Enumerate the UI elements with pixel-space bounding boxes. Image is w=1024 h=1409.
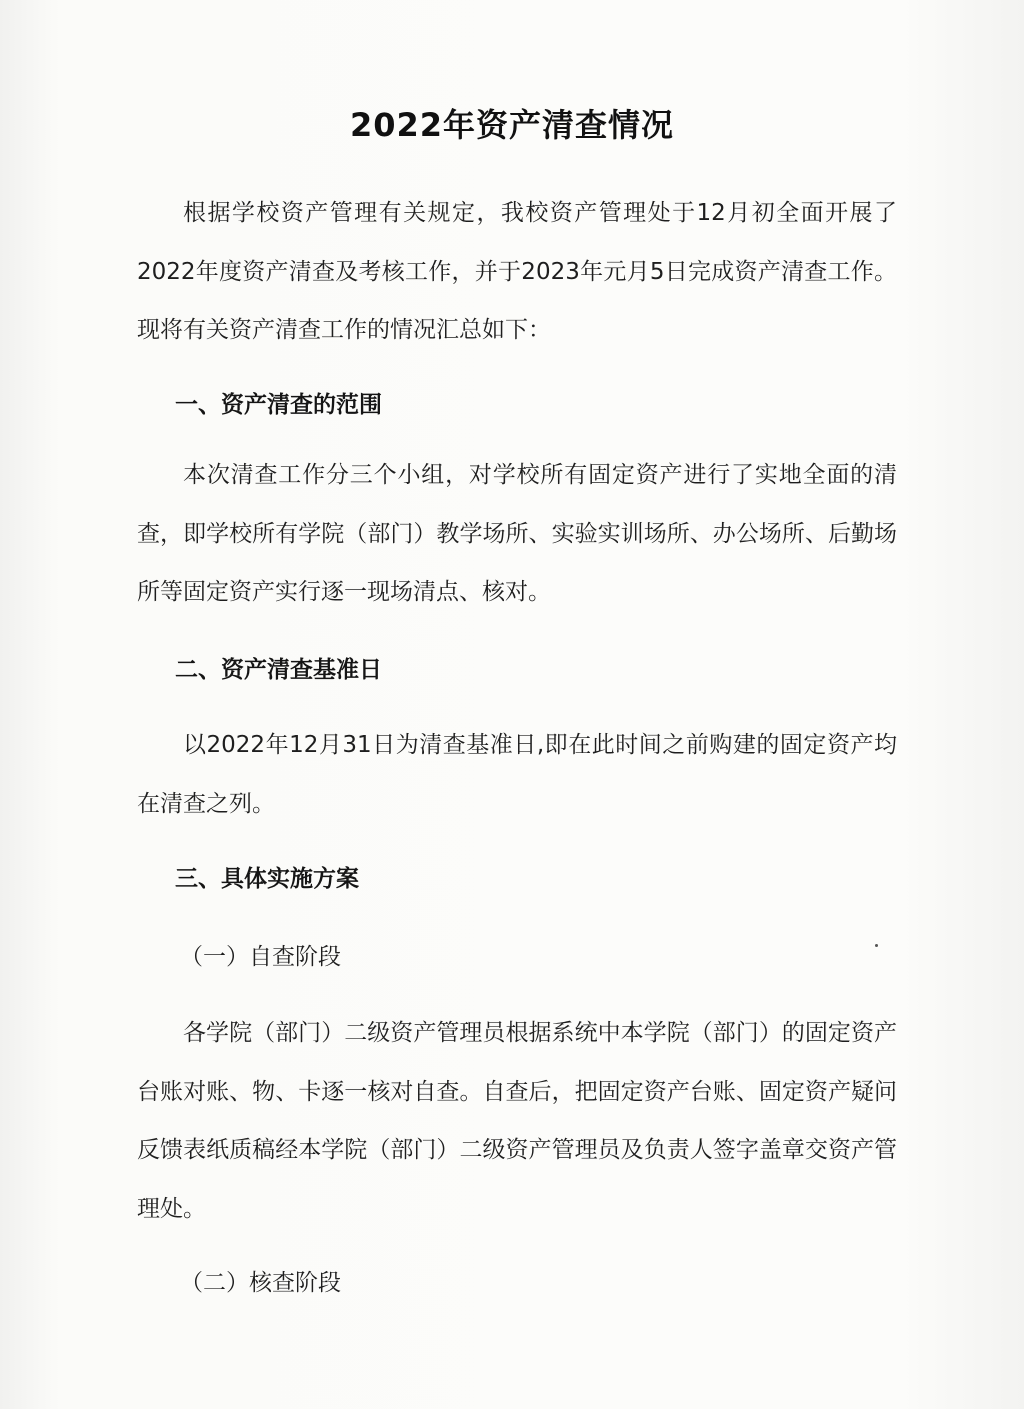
subsection-1-heading: （一）自查阶段 xyxy=(180,944,341,970)
section-2-body: 以2022年12月31日为清查基准日,即在此时间之前购建的固定资产均在清查之列。 xyxy=(137,732,897,817)
subsection-1-body: 各学院（部门）二级资产管理员根据系统中本学院（部门）的固定资产台账对账、物、卡逐一核对自查。自查后，把固定资产台账、固定资产疑问反馈表纸质稿经本学院（部门）二级资产管理员及负责人签字盖章交资产管理处。 xyxy=(137,1020,897,1222)
section-1-heading: 一、资产清查的范围 xyxy=(175,392,382,418)
section-1-body: 本次清查工作分三个小组，对学校所有固定资产进行了实地全面的清查，即学校所有学院（部门）教学场所、实验实训场所、办公场所、后勤场所等固定资产实行逐一现场清点、核对。 xyxy=(137,462,897,605)
subsection-2-heading: （二）核查阶段 xyxy=(180,1270,341,1296)
document-title: 2022年资产清查情况 xyxy=(349,106,675,144)
section-2-heading: 二、资产清查基准日 xyxy=(175,657,382,683)
intro-paragraph: 根据学校资产管理有关规定，我校资产管理处于12月初全面开展了2022年度资产清查及考核工作，并于2023年元月5日完成资产清查工作。现将有关资产清查工作的情况汇总如下： xyxy=(137,200,897,343)
scan-speck xyxy=(875,944,878,947)
section-3-heading: 三、具体实施方案 xyxy=(175,866,359,892)
